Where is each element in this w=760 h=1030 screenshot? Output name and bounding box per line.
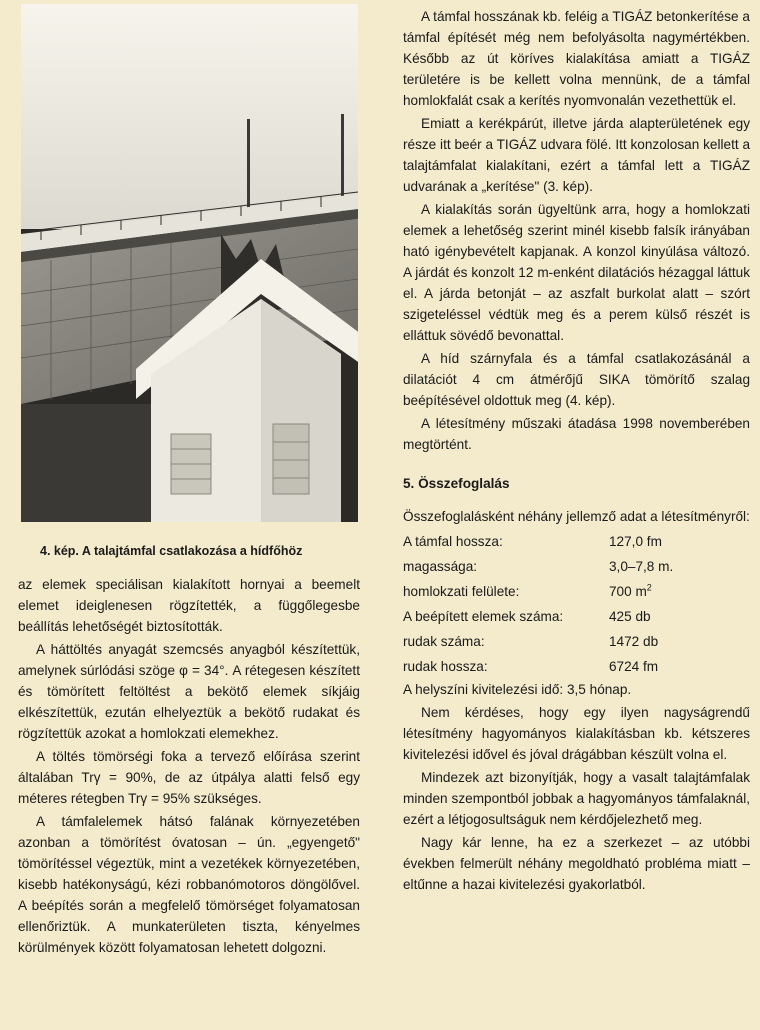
left-text-column bbox=[18, 574, 360, 960]
unit-superscript: 2 bbox=[646, 582, 652, 593]
fact-label: rudak hossza: bbox=[403, 659, 488, 674]
bridge-abutment-photo bbox=[21, 4, 358, 522]
fact-row bbox=[403, 654, 750, 679]
paragraph: A híd szárnyfala és a támfal csatlakozásánál a dilatációt 4 cm átmérőjű SIKA tömörítő szalag beépítésével oldottuk meg (4. kép). bbox=[403, 351, 750, 408]
duration-line: A helyszíni kivitelezési idő: 3,5 hónap. bbox=[403, 682, 632, 697]
paragraph: A háttöltés anyagát szemcsés anyagból készítettük, amelynek súrlódási szöge φ = 34°. A rétegesen készített és tömörített feltöltést a bekötő elemek síkjáig elkészítettük, ezután elhelyeztük a bekötő rudakat és rögzítettük azokat a homlokzati elemekhez. bbox=[18, 642, 360, 741]
paragraph: A létesítmény műszaki átadása 1998 novemberében megtörtént. bbox=[403, 416, 750, 452]
paragraph: Nem kérdéses, hogy egy ilyen nagyságrendű létesítmény hagyományos kialakításban kb. kétszeres kivitelezési idővel és jóval drágábban készült volna el. bbox=[403, 705, 750, 762]
paragraph: az elemek speciálisan kialakított hornyai a beemelt elemet ideiglenesen rögzítették, a függőlegesbe beállítás lehetőségét biztosították. bbox=[18, 577, 360, 634]
fact-row bbox=[403, 604, 750, 629]
paragraph: A támfal hosszának kb. feléig a TIGÁZ betonkerítése a támfal építését még nem befolyásolta nagymértékben. Később az út köríves kialakítása amiatt a TIGÁZ területére is be kellett volna mennünk, de a támfal homlokfalát csak a kerítés nyomvonalán vezethettük el. bbox=[403, 9, 750, 108]
figure-caption: 4. kép. A talajtámfal csatlakozása a hídfőhöz bbox=[40, 544, 303, 558]
paragraph: A töltés tömörségi foka a tervező előírása szerint általában Trγ = 90%, de az útpálya alatti felső egy méteres rétegben Trγ = 95% szükséges. bbox=[18, 749, 360, 806]
fact-value: 3,0–7,8 m. bbox=[609, 559, 674, 574]
fact-row bbox=[403, 529, 750, 554]
fact-value: 127,0 fm bbox=[609, 534, 662, 549]
fact-label: A beépített elemek száma: bbox=[403, 609, 564, 624]
paragraph: Nagy kár lenne, ha ez a szerkezet – az utóbbi években felmerült néhány megoldható probléma miatt – eltűnne a hazai kivitelezési gyakorlatból. bbox=[403, 835, 750, 892]
fact-value: 6724 fm bbox=[609, 659, 659, 674]
fact-value: 700 m bbox=[609, 584, 647, 599]
paragraph: Mindezek azt bizonyítják, hogy a vasalt talajtámfalak minden szempontból jobbak a hagyományos támfalaknál, ezért a létjogosultságuk nem kérdőjelezhető meg. bbox=[403, 770, 750, 827]
paragraph: A támfalelemek hátsó falának környezetében azonban a tömörítést óvatosan – ún. „egyengető" tömörítéssel végeztük, mint a vezetékek környezetében, kisebb hatékonyságú, kézi robbanómotoros döngölővel. A beépítés során a megfelelő tömörséget folyamatosan ellenőriztük. A munkaterületen tiszta, kényelmes körülmények között folyamatosan lehetett dolgozni. bbox=[18, 814, 360, 955]
paragraph: A kialakítás során ügyeltünk arra, hogy a homlokzati elemek a lehetőség szerint minél kisebb falsík irányában ható igénybevételt kapjanak. A konzol kinyúlása változó. A járdát és konzolt 12 m-enként dilatációs hézaggal láttuk el. A járda betonját – az aszfalt burkolat alatt – szórt szigeteléssel védtük meg és a perem külső részét is elláttuk sövédő bevonattal. bbox=[403, 202, 750, 343]
fact-label: magassága: bbox=[403, 559, 478, 574]
fact-label: homlokzati felülete: bbox=[403, 584, 520, 599]
fact-label: A támfal hossza: bbox=[403, 534, 503, 549]
fact-value: 1472 db bbox=[609, 634, 659, 649]
fact-value: 425 db bbox=[609, 609, 651, 624]
right-text-column bbox=[403, 6, 750, 897]
paragraph: Emiatt a kerékpárút, illetve járda alapterületének egy része itt beér a TIGÁZ udvara fölé. Itt konzolosan kellett a talajtámfalat kialakítani, ezért a támfal lett a TIGÁZ udvarának a „kerítése" (3. kép). bbox=[403, 116, 750, 194]
fact-value-with-unit bbox=[609, 579, 729, 604]
summary-intro: Összefoglalásként néhány jellemző adat a létesítményről: bbox=[403, 509, 750, 524]
fact-row bbox=[403, 629, 750, 654]
fact-row bbox=[403, 554, 750, 579]
fact-row bbox=[403, 579, 750, 604]
fact-label: rudak száma: bbox=[403, 634, 485, 649]
section-heading: 5. Összefoglalás bbox=[403, 476, 510, 491]
facts-list bbox=[403, 529, 750, 679]
